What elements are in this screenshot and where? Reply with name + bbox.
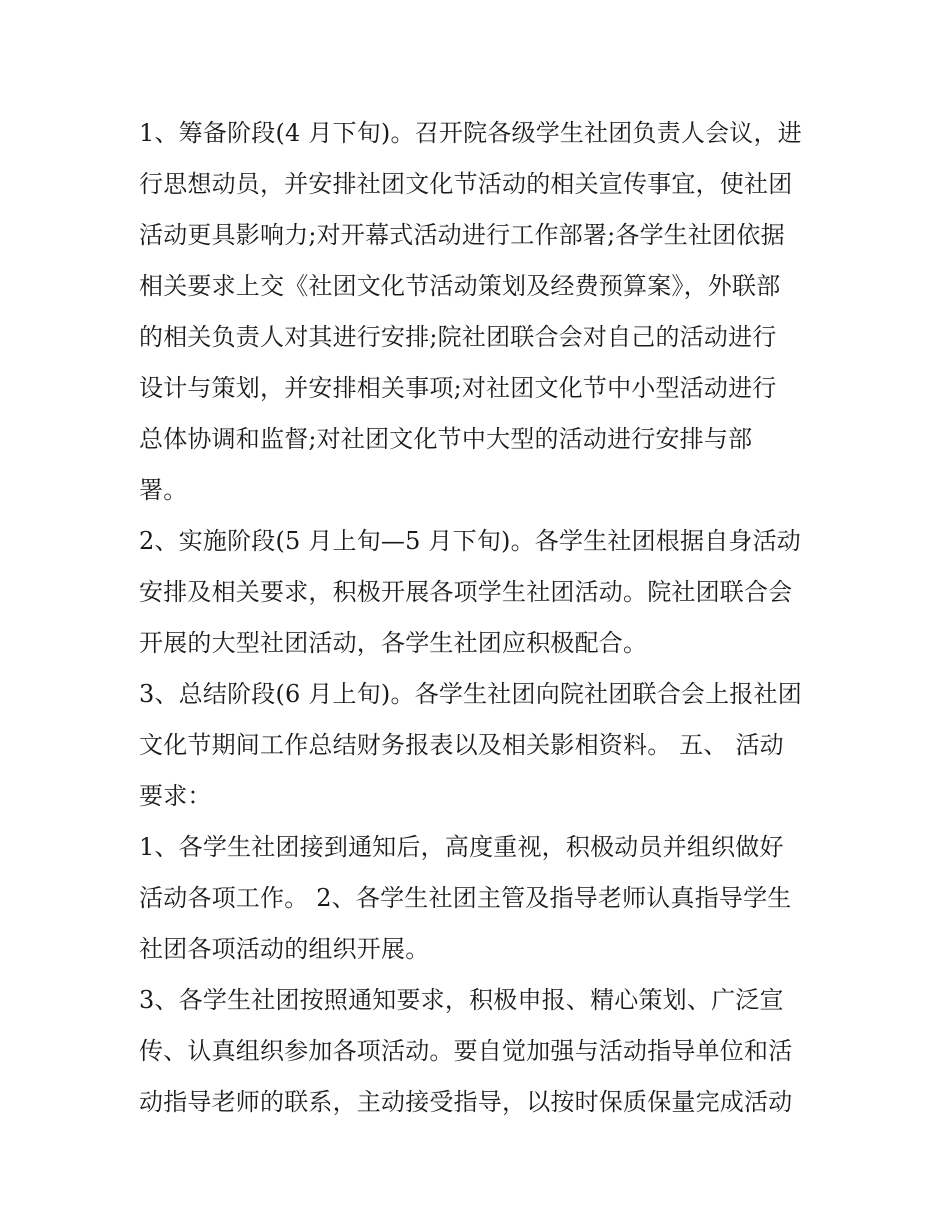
text-line: 2、实施阶段(5 月上旬—5 月下旬)。各学生社团根据自身活动 [139,527,801,555]
text-line: 开展的大型社团活动，各学生社团应积极配合。 [139,629,648,657]
document-body [139,108,819,1128]
text-line: 的相关负责人对其进行安排;院社团联合会对自己的活动进行 [139,323,777,351]
text-line: 1、各学生社团接到通知后，高度重视，积极动员并组织做好 [139,833,784,861]
text-line: 行思想动员，并安排社团文化节活动的相关宣传事宜，使社团 [139,170,793,198]
text-line: 传、认真组织参加各项活动。要自觉加强与活动指导单位和活 [139,1037,793,1065]
text-line: 1、筹备阶段(4 月下旬)。召开院各级学生社团负责人会议，进 [139,119,802,147]
text-line: 活动更具影响力;对开幕式活动进行工作部署;各学生社团依据 [139,221,785,249]
text-line: 要求： [139,782,212,810]
text-line: 安排及相关要求，积极开展各项学生社团活动。院社团联合会 [139,578,793,606]
text-line: 文化节期间工作总结财务报表以及相关影相资料。 五、 活动 [139,731,784,759]
text-line: 动指导老师的联系，主动接受指导，以按时保质保量完成活动 [139,1088,793,1116]
text-line: 3、总结阶段(6 月上旬)。各学生社团向院社团联合会上报社团 [139,680,802,708]
text-line: 3、各学生社团按照通知要求，积极申报、精心策划、广泛宣 [139,986,784,1014]
text-line: 相关要求上交《社团文化节活动策划及经费预算案》，外联部 [139,272,781,300]
text-line: 总体协调和监督;对社团文化节中大型的活动进行安排与部 [139,425,753,453]
text-line: 活动各项工作。 2、各学生社团主管及指导老师认真指导学生 [139,884,792,912]
text-line: 署。 [139,476,188,504]
text-line: 社团各项活动的组织开展。 [139,935,430,963]
text-line: 设计与策划，并安排相关事项;对社团文化节中小型活动进行 [139,374,777,402]
